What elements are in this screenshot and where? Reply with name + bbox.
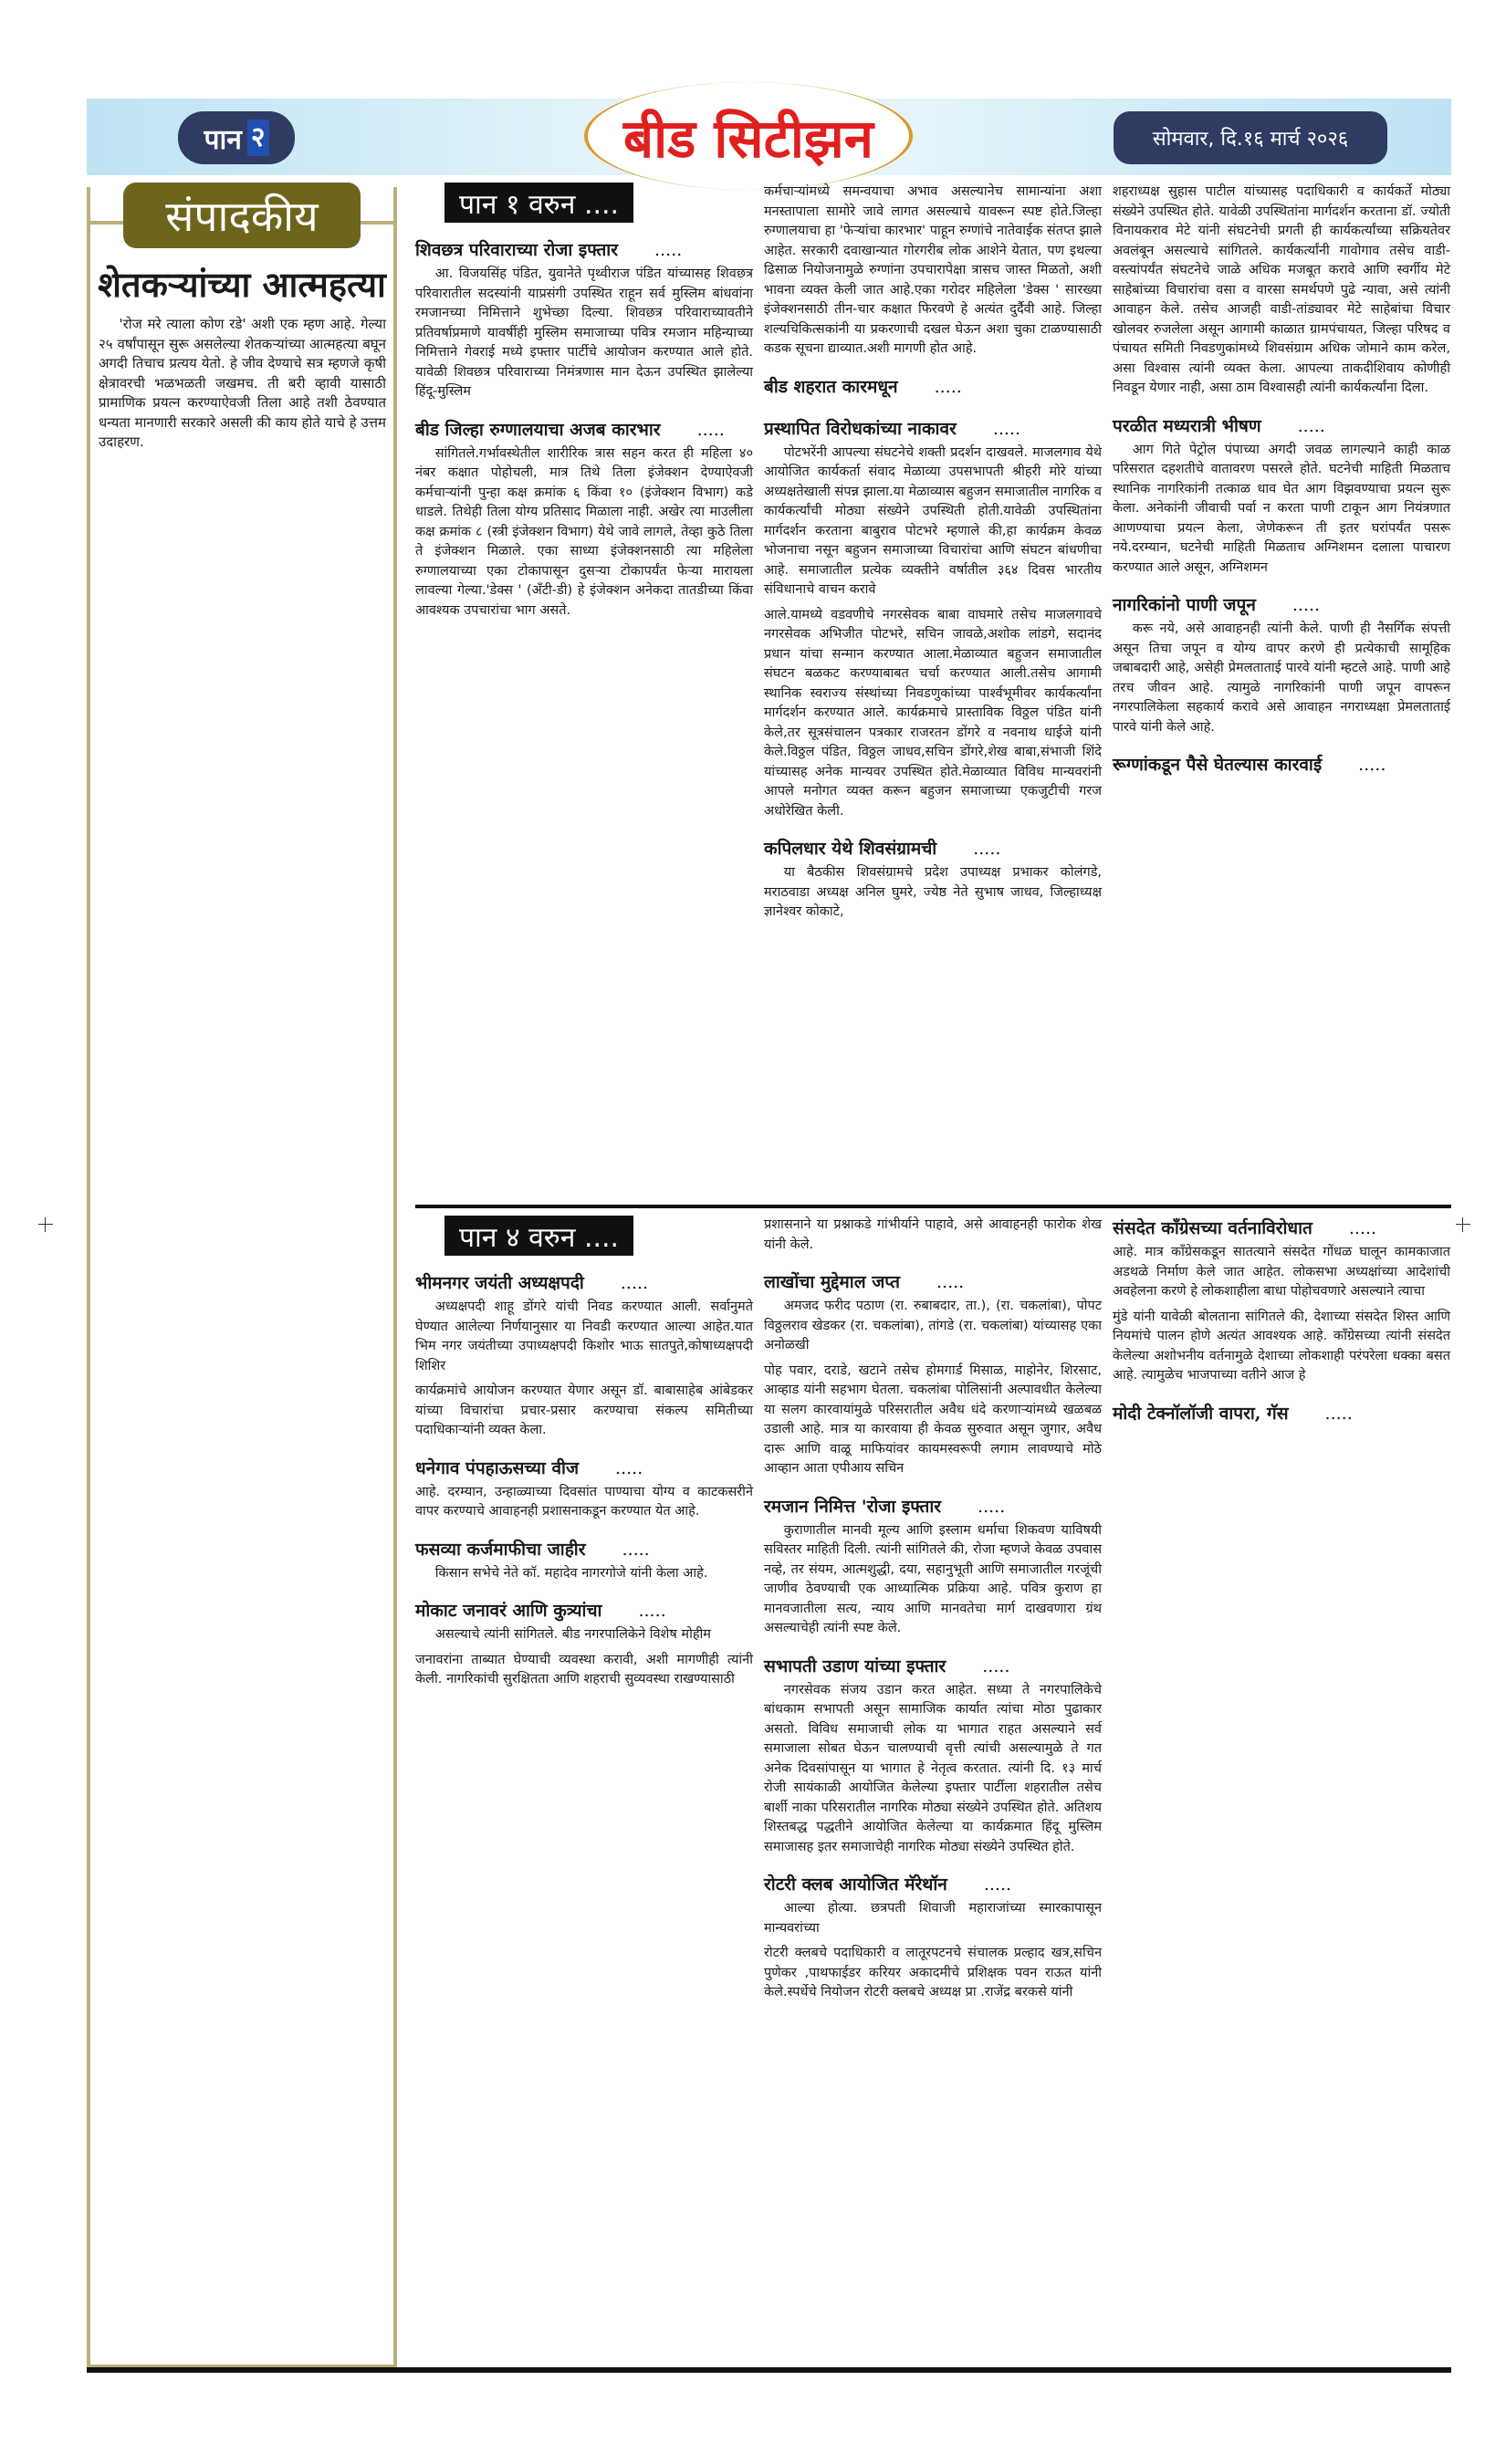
masthead-banner bbox=[87, 99, 1451, 175]
article-heading: भीमनगर जयंती अध्यक्षपदी bbox=[415, 1273, 584, 1293]
article-heading: सभापती उडाण यांच्या इफ्तार bbox=[764, 1655, 946, 1676]
top-section bbox=[415, 183, 1451, 1200]
article-hospital-continued bbox=[764, 183, 1102, 360]
article-body: असल्याचे त्यांनी सांगितले. बीड नगरपालिकेने विशेष मोहीम bbox=[434, 1627, 711, 1642]
article-body-tail: पोह पवार, दराडे, खटाने तसेच होमगार्ड मिसाळ, माहोनेर, शिरसाट, आव्हाड यांनी सहभाग घेतला. चकलांबा पोलिसांनी अल्पावधीत केलेल्या या सलग कारवायांमुळे परिसरातील अवैध धंदे करणाऱ्यांमध्ये खळबळ उडाली आहे. मात्र या कारवाया ही केवळ सुरुवात असून जुगार, अवैध दारू आणि वाळू माफियांवर कायमस्वरूपी लगाम लावण्याचे मोठे आव्हान आता एपीआय सचिन bbox=[764, 1363, 1102, 1476]
article-body: सांगितले.गर्भावस्थेतील शारीरिक त्रास सहन करत ही महिला ४० नंबर कक्षात पोहोचली, मात्र तिथे तिला इंजेक्शन देण्याऐवजी कर्मचाऱ्यांनी पुन्हा कक्ष क्रमांक ६ किंवा १० (इंजेक्शन विभाग) कडे धाडले. तिथेही तिला योग्य प्रतिसाद मिळाला नाही. अखेर त्या माउलीला कक्ष क्रमांक ८ (स्त्री इंजेक्शन विभाग) येथे जावे लागले, तेव्हा कुठे तिला ते इंजेक्शन मिळाले. एका साध्या इंजेक्शनसाठी त्या महिलेला रुग्णालयाच्या एका टोकापासून दुसऱ्या टोकापर्यंत फेऱ्या मारायला लावल्या गेल्या.'डेक्स ' (अँटी-डी) हे इंजेक्शन अनेकदा तातडीच्या किंवा आवश्यक उपचारांचा भाग असते. bbox=[415, 445, 753, 618]
article-heading: धनेगाव पंपहाऊसच्या वीज bbox=[415, 1457, 580, 1478]
top-column-3 bbox=[1113, 183, 1450, 1200]
page-bottom-rule bbox=[87, 2367, 1451, 2373]
article-beed-car bbox=[764, 374, 1102, 402]
issue-date: सोमवार, दि.१६ मार्च २०२६ bbox=[1114, 111, 1387, 164]
article-body: आग गिते पेट्रोल पंपाच्या अगदी जवळ लागल्याने काही काळ परिसरात दहशतीचे वातावरण पसरले होते. घटनेची माहिती मिळताच स्थानिक नागरिकांनी तत्काळ धाव घेत आग विझवण्याचा प्रयत्न सुरू केला. अनेकांनी जीवाची पर्वा न करता पाणी टाकून आग नियंत्रणात आणण्याचा प्रयत्न केला, जेणेकरून ती इतर घरांपर्यंत पसरू नये.दरम्यान, घटनेची माहिती मिळताच अग्निशमन दलाला पाचारण करण्यात आले असून, अग्निशमन bbox=[1113, 442, 1450, 575]
page-number-badge bbox=[178, 111, 295, 164]
article-appeal-continued bbox=[764, 1216, 1102, 1255]
article-heading: मोकाट जनावरं आणि कुत्र्यांचा bbox=[415, 1601, 602, 1621]
continuation-dots: ..... bbox=[696, 419, 725, 440]
bottom-section bbox=[415, 1216, 1451, 2367]
article-body-tail: मुंडे यांनी यावेळी बोलताना सांगितले की, देशाच्या संसदेत शिस्त आणि नियमांचे पालन होणे अत्यंत आवश्यक आहे. काँग्रेसच्या त्यांनी संसदेत केलेल्या अशोभनीय वर्तनामुळे देशाच्या लोकशाही परंपरेला धक्का बसत आहे. त्यामुळेच भाजपाच्या वतीने आज हे bbox=[1113, 1309, 1450, 1383]
article-heading: कपिलधार येथे शिवसंग्रामची bbox=[764, 839, 937, 859]
continuation-dots: ..... bbox=[992, 418, 1021, 439]
continuation-dots: ..... bbox=[978, 1496, 1006, 1517]
continuation-dots: ..... bbox=[934, 376, 962, 397]
continuation-dots: ..... bbox=[973, 839, 1001, 859]
article-parliament-congress bbox=[1113, 1216, 1450, 1386]
registration-mark-icon bbox=[38, 1217, 53, 1232]
article-body: अध्यक्षपदी शाहू डोंगरे यांची निवड करण्यात आली. सर्वानुमते घेण्यात आलेल्या निर्णयानुसार या निवडी करण्यात आल्या आहेत.यात भिम नगर जयंतीच्या उपाध्यक्षपदी किशोर भाऊ सातपुते,कोषाध्यक्षपदी शिशिर bbox=[415, 1300, 753, 1373]
news-columns bbox=[415, 183, 1451, 2367]
article-body: कर्मचाऱ्यांमध्ये समन्वयाचा अभाव असल्यानेच सामान्यांना अशा मनस्तापाला सामोरे जावे लागत असल्याचे यावरून स्पष्ट होते.जिल्हा रुग्णालयाचा हा 'फेऱ्यांचा कारभार' पाहून रुग्णांचे नातेवाईक संतप्त झाले आहेत. सरकारी दवाखान्यात गोरगरीब लोक आशेने येतात, पण इथल्या ढिसाळ नियोजनामुळे रुग्णांना उपचारापेक्षा त्रासच जास्त मिळतो, अशी भावना व्यक्त केली जात आहे.एका गरोदर महिलेला 'डेक्स ' सारख्या इंजेक्शनसाठी तीन-चार कक्षात फिरवणे हे अत्यंत दुर्दैवी आहे. जिल्हा शल्यचिकित्सकांनी या प्रकरणाची दखल घेऊन अशा चुका टाळण्यासाठी कडक सूचना द्याव्यात.अशी मागणी होत आहे. bbox=[764, 184, 1102, 356]
article-body: कुराणातील मानवी मूल्य आणि इस्लाम धर्माचा शिकवण याविषयी सविस्तर माहिती दिली. त्यांनी सांगितले की, रोजा म्हणजे केवळ उपवास नव्हे, तर संयम, आत्मशुद्धी, दया, सहानुभूती आणि समाजातील गरजूंची जाणीव ठेवण्याची एक आध्यात्मिक प्रक्रिया आहे. पवित्र कुराण हा मानवजातीला सत्य, न्याय आणि मानवतेचा मार्ग दाखवणारा ग्रंथ असल्याचेही त्यांनी स्पष्ट केले. bbox=[764, 1522, 1102, 1635]
continuation-dots: ..... bbox=[936, 1272, 965, 1292]
bottom-column-3 bbox=[1113, 1216, 1450, 2367]
article-modi-technology-gas bbox=[1113, 1401, 1450, 1428]
article-body: आ. विजयसिंह पंडित, युवानेते पृथ्वीराज पंडित यांच्यासह शिवछत्र परिवारातील सदस्यांनी याप्रसंगी उपस्थित राहून सर्व मुस्लिम बांधवांना रमजानच्या निमित्ताने शुभेच्छा दिल्या. शिवछत्र परिवाराच्यावतीने प्रतिवर्षाप्रमाणे यावर्षीही मुस्लिम समाजाच्या पवित्र रमजान महिन्याच्या निमित्ताने गेवराई मध्ये इफ्तार पार्टीचे आयोजन करण्यात आले होते. यावेळी शिवछत्र परिवाराच्या निमंत्रणास मान देऊन उपस्थित झालेल्या हिंदू-मुस्लिम bbox=[415, 266, 753, 399]
editorial-frame bbox=[87, 187, 397, 2368]
top-column-2 bbox=[764, 183, 1102, 1200]
article-body: किसान सभेचे नेते कॉ. महादेव नागरगोजे यांनी केला आहे. bbox=[434, 1565, 708, 1581]
article-established-opposition bbox=[764, 416, 1102, 822]
article-beed-hospital bbox=[415, 417, 753, 621]
article-kapildhar-shivsangram bbox=[764, 836, 1102, 923]
article-bhimnagar-jayanti bbox=[415, 1270, 753, 1441]
article-shivchhatra-iftar bbox=[415, 237, 753, 402]
article-body: या बैठकीस शिवसंग्रामचे प्रदेश उपाध्यक्ष प्रभाकर कोलंगडे, मराठवाडा अध्यक्ष अनिल घुमरे, ज्येष्ठ नेते सुभाष जाधव, जिल्हाध्यक्ष ज्ञानेश्वर कोकाटे, bbox=[764, 865, 1102, 919]
article-heading: शिवछत्र परिवाराच्या रोजा इफ्तार bbox=[415, 240, 618, 260]
article-ramzan-iftar bbox=[764, 1494, 1102, 1639]
article-heading: मोदी टेक्नॉलॉजी वापरा, गॅस bbox=[1113, 1403, 1289, 1424]
article-rotary-marathon bbox=[764, 1872, 1102, 2003]
article-heading: लाखोंचा मुद्देमाल जप्त bbox=[764, 1272, 900, 1292]
article-heading: परळीत मध्यरात्री भीषण bbox=[1113, 415, 1261, 436]
article-seized-goods bbox=[764, 1269, 1102, 1479]
article-parli-fire bbox=[1113, 413, 1450, 579]
article-fake-loan-waiver bbox=[415, 1537, 753, 1584]
article-body: आल्या होत्या. छत्रपती शिवाजी महाराजांच्या स्मारकापासून मान्यवरांच्या bbox=[764, 1901, 1102, 1936]
continuation-dots: ..... bbox=[983, 1874, 1012, 1895]
article-patient-money-action bbox=[1113, 752, 1450, 779]
article-body: करू नये, असे आवाहनही त्यांनी केले. पाणी ही नैसर्गिक संपत्ती असून तिचा जपून व योग्य वापर करणे ही प्रत्येकाची सामूहिक जबाबदारी आहे, असेही प्रेमलताताई पारवे यांनी म्हटले आहे. पाणी आहे तरच जीवन आहे. त्यामुळे नागरिकांनी पाणी जपून वापरून नगरपालिकेला सहकार्य करावे असे आवाहन नगराध्यक्षा प्रेमलताताई पारवे यांनी केले आहे. bbox=[1113, 621, 1450, 735]
article-body-tail: कार्यक्रमांचे आयोजन करण्यात येणार असून डॉ. बाबासाहेब आंबेडकर यांच्या विचारांचा प्रचार-प्रसार करण्याचा संकल्प समितीच्या पदाधिकाऱ्यांनी व्यक्त केला. bbox=[415, 1383, 753, 1437]
article-body-tail: रोटरी क्लबचे पदाधिकारी व लातूरपटनचे संचालक प्रल्हाद खत्र,सचिन पुणेकर ,पाथफाईडर करियर अकादमीचे प्रशिक्षक पवन राऊत यांनी केले.स्पर्धेचे नियोजन रोटरी क्लबचे अध्यक्ष प्रा .राजेंद्र बरकसे यांनी bbox=[764, 1946, 1102, 1999]
article-body-tail: जनावरांना ताब्यात घेण्याची व्यवस्था करावी, अशी मागणीही त्यांनी केली. नागरिकांची सुरक्षितता आणि शहराची सुव्यवस्था राखण्यासाठी bbox=[415, 1652, 753, 1686]
continuation-dots: ..... bbox=[615, 1457, 643, 1478]
article-udan-iftar bbox=[764, 1654, 1102, 1858]
continuation-dots: ..... bbox=[1324, 1403, 1353, 1424]
continuation-dots: ..... bbox=[638, 1601, 666, 1621]
continuation-dots: ..... bbox=[1297, 415, 1325, 436]
page-label: पान bbox=[204, 123, 242, 156]
section-divider bbox=[415, 1205, 1451, 1208]
continuation-dots: ..... bbox=[620, 1273, 649, 1293]
top-column-1 bbox=[415, 183, 753, 1200]
continuation-dots: ..... bbox=[622, 1539, 650, 1560]
article-body: अमजद फरीद पठाण (रा. रुबाबदार, ता.), (रा. चकलांबा), पोपट विठ्ठलराव खेडकर (रा. चकलांबा), तांगडे (रा. चकलांबा) यांच्यासह एका अनोळखी bbox=[764, 1299, 1102, 1352]
article-heading: बीड जिल्हा रुग्णालयाचा अजब कारभार bbox=[415, 419, 661, 440]
article-heading: नागरिकांनो पाणी जपून bbox=[1113, 595, 1256, 615]
registration-mark-icon bbox=[1456, 1217, 1470, 1232]
article-heading: प्रस्थापित विरोधकांच्या नाकावर bbox=[764, 418, 957, 439]
article-body: नगरसेवक संजय उडान करत आहेत. सध्या ते नगरपालिकेचे बांधकाम सभापती असून सामाजिक कार्यात त्यांचा मोठा पुढाकार असतो. विविध समाजाची लोक या भागात राहत असल्याने सर्व समाजाला सोबत घेऊन चालण्याची वृत्ती त्यांची असल्यामुळे ते गत अनेक दिवसांपासून या भागात हे नेतृत्व करतात. त्यांनी दि. १३ मार्च रोजी सायंकाळी आयोजित केलेल्या इफ्तार पार्टीला शहरातील तसेच बार्शी नाका परिसरातील नागरिक मोठ्या संख्येने उपस्थित होते. अतिशय शिस्तबद्ध पद्धतीने आयोजित केलेल्या या कार्यक्रमात हिंदू मुस्लिम समाजासह इतर समाजाचेही नागरिक मोठ्या संख्येने उपस्थित होते. bbox=[764, 1682, 1102, 1854]
article-save-water bbox=[1113, 592, 1450, 737]
section-title-from-page-1: पान १ वरुन .... bbox=[444, 183, 633, 223]
continuation-dots: ..... bbox=[1292, 595, 1321, 615]
article-heading: रमजान निमित्त 'रोजा इफ्तार bbox=[764, 1496, 942, 1517]
bottom-column-1 bbox=[415, 1216, 753, 2367]
article-body-tail: आहे. दरम्यान, उन्हाळ्याच्या दिवसांत पाण्याचा योग्य व काटकसरीने वापर करण्याचे आवाहनही प्रशासनाकडून करण्यात येत आहे. bbox=[415, 1484, 753, 1519]
bottom-column-2 bbox=[764, 1216, 1102, 2367]
continuation-dots: ..... bbox=[982, 1655, 1010, 1676]
article-heading: रोटरी क्लब आयोजित मॅरेथॉन bbox=[764, 1874, 947, 1895]
editorial-label: संपादकीय bbox=[123, 183, 361, 248]
article-heading: संसदेत काँग्रेसच्या वर्तनाविरोधात bbox=[1113, 1218, 1313, 1238]
article-heading: बीड शहरात कारमधून bbox=[764, 376, 898, 397]
article-dhanegaon-pumphouse bbox=[415, 1456, 753, 1522]
article-shivsangram-continued bbox=[1113, 183, 1450, 399]
newspaper-logo: बीड सिटीझन bbox=[584, 82, 913, 190]
editorial-body: 'रोज मरे त्याला कोण रडे' अशी एक म्हण आहे. गेल्या २५ वर्षांपासून सुरू असलेल्या शेतकऱ्यांच्या आत्महत्या बघून अगदी तिचाच प्रत्यय येतो. हे जीव देण्याचे सत्र म्हणजे कृषी क्षेत्रावरची भळभळती जखमच. ती बरी व्हावी यासाठी प्रामाणिक प्रयत्न करण्याऐवजी तिला आहे तशी ठेवण्यात धन्यता मानणारी सरकारे असली की काय होते याचे हे उत्तम उदाहरण. bbox=[99, 316, 386, 450]
section-title-from-page-4: पान ४ वरुन .... bbox=[444, 1216, 633, 1256]
continuation-dots: ..... bbox=[654, 240, 683, 260]
article-heading: रूग्णांकडून पैसे घेतल्यास कारवाई bbox=[1113, 755, 1323, 775]
continuation-dots: ..... bbox=[1348, 1218, 1377, 1238]
editorial-title: शेतकऱ्यांच्या आत्महत्या bbox=[98, 265, 386, 305]
article-body: शहराध्यक्ष सुहास पाटील यांच्यासह पदाधिकारी व कार्यकर्ते मोठ्या संख्येने उपस्थित होते. यावेळी उपस्थितांना मार्गदर्शन करताना डॉ. ज्योती विनायकराव मेटे यांनी संघटनेची प्रगती ही कार्यकर्त्यांच्या सक्रियतेवर अवलंबून असल्याचे सांगितले. कार्यकर्त्यांनी गावोगाव तसेच वाडी-वस्त्यांपर्यंत संघटनेचे जाळे अधिक मजबूत करावे आणि स्वर्गीय मेटे साहेबांच्या विचारांचा वसा व वारसा समर्थपणे पुढे न्यावा, असे त्यांनी आवाहन केले. तसेच आजही वाडी-तांड्यावर मेटे साहेबांचा विचार खोलवर रुजलेला असून आगामी काळात ग्रामपंचायत, जिल्हा परिषद व पंचायत समिती निवडणुकांमध्ये शिवसंग्राम अधिक जोमाने काम करेल, असा विश्वास त्यांनी व्यक्त केला. आपल्या ताकदीशिवाय कोणीही निवडून येणार नाही, असा ठाम विश्वासही त्यांनी कार्यकर्त्यांना दिला. bbox=[1113, 184, 1450, 395]
article-body: आहे. मात्र काँग्रेसकडून सातत्याने संसदेत गोंधळ घालून कामकाजात अडथळे निर्माण केले जात आहेत. लोकसभा अध्यक्षांच्या आदेशांची अवहेलना करणे हे लोकशाहीला बाधा पोहोचवणारे असल्याने त्याचा bbox=[1113, 1245, 1450, 1299]
page-number: २ bbox=[247, 120, 269, 156]
article-body: प्रशासनाने या प्रश्नाकडे गांभीर्याने पाहावे, असे आवाहनही फारोक शेख यांनी केले. bbox=[764, 1217, 1102, 1252]
article-body-tail: आले.यामध्ये वडवणीचे नगरसेवक बाबा वाघमारे तसेच माजलगावचे नगरसेवक अभिजीत पोटभरे, सचिन जावळे,अशोक लांडगे, सदानंद प्रधान यांचा सन्मान करण्यात आला.मेळाव्यात बहुजन समाजातील संघटन बळकट करण्याबाबत चर्चा करण्यात आली.तसेच आगामी स्थानिक स्वराज्य संस्थांच्या निवडणुकांच्या पार्श्वभूमीवर कार्यकर्त्यांना मार्गदर्शन करण्यात आले. कार्यक्रमाचे प्रास्ताविक विठ्ठल पंडित यांनी केले,तर सूत्रसंचालन पत्रकार राजरतन डोंगरे व नवनाथ धाईजे यांनी केले.विठ्ठल पंडित, विठ्ठल जाधव,सचिन डोंगरे,शेख बाबा,संभाजी शिंदे यांच्यासह अनेक मान्यवर उपस्थित होते.मेळाव्यात विविध मान्यवरांनी आपले मनोगत व्यक्त करून बहुजन समाजाच्या एकजुटीची गरज अधोरेखित केली. bbox=[764, 607, 1102, 819]
continuation-dots: ..... bbox=[1358, 755, 1386, 775]
article-heading: फसव्या कर्जमाफीचा जाहीर bbox=[415, 1539, 586, 1560]
article-stray-animals bbox=[415, 1598, 753, 1690]
article-body: पोटभरेंनी आपल्या संघटनेचे शक्ती प्रदर्शन दाखवले. माजलगाव येथे आयोजित कार्यकर्ता संवाद मेळाव्या उपसभापती श्रीहरी मोरे यांच्या अध्यक्षतेखाली संपन्न झाला.या मेळाव्यास बहुजन समाजातील नागरिक व कार्यकर्त्यांची मोठ्या संख्येने उपस्थिती होती.यावेळी उपस्थितांना मार्गदर्शन करताना बाबुराव पोटभरे म्हणाले की,हा कार्यक्रम केवळ भोजनाचा नसून बहुजन समाजाच्या विचारांचा आणि संघटन बांधणीचा आहे. समाजातील प्रत्येक व्यक्तीने वर्षातील ३६४ दिवस भारतीय संविधानाचे वाचन करावे bbox=[764, 444, 1102, 597]
